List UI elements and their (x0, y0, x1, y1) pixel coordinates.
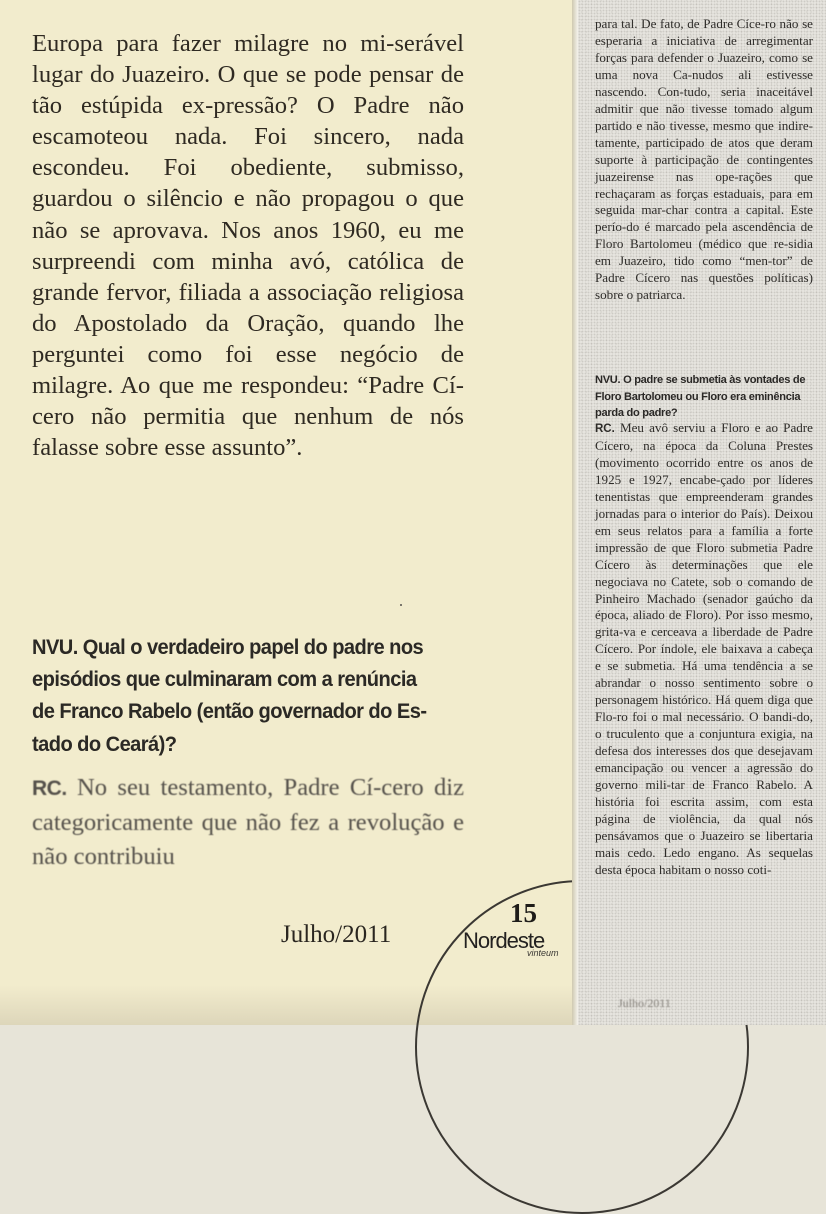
interview-question (32, 631, 436, 760)
page-number: 15 (510, 898, 537, 928)
magazine-logo-sub: vinteum (527, 948, 559, 958)
right-column-answer (595, 420, 813, 879)
interview-answer (32, 771, 464, 874)
right-footer-date: Julho/2011 (618, 996, 671, 1010)
magazine-logo: Nordeste (463, 928, 545, 953)
right-answer-text: Meu avô serviu a Floro e ao Padre Cícero, na época da Coluna Prestes (movimento ocorrido entre os anos de 1925 e 1927, encabe-çado por líderes tenentistas que empreenderam grandes jornadas para o interior do País). Deixou em seus relatos para a família a forte impressão de que Floro submetia Padre Cícero às determinações que ele negociava no Catete, sob o comando de Pinheiro Machado (senador gaúcho da época, aliado de Floro). Por isso mesmo, grita-va e cerceava a liberdade de Padre Cícero. Por índole, ele baixava a cabeça e se submetia. Há uma tendência a se abrandar o nosso sentimento sobre o personagem histórico. Há quem diga que Flo-ro foi o mal necessário. O bandi-do, o truculento que a conjuntura exigia, na defesa dos interesses dos que desejavam emancipação ou vencer a agressão do governo mili-tar de Franco Rabelo. A história foi escrita assim, com esta página de violência, da qual nós pensávamos que o Juazeiro se libertaria mais cedo. Ledo engano. As sequelas desta época habitam o nosso coti- (595, 420, 813, 877)
answer-text: No seu testamento, Padre Cí-cero diz categoricamente que não fez a revolução e não contribuiu (32, 774, 465, 870)
right-column-paragraph: para tal. De fato, de Padre Cíce-ro não se esperaria a iniciativa de arregimentar forças para defender o Juazeiro, como se uma nova Ca-nudos ali estivesse nascendo. Con-tudo, seria inaceitável admitir que não tivesse tomado algum partido e não tivesse, mesmo que indire-tamente, participado de atos que deram suporte à participação de contingentes juazeirense nas ope-rações que rechaçaram as forças estaduais, para em seguida mar-char contra a capital. Este perío-do é marcado pela ascendência de Floro Bartolomeu (médico que re-sidia em Juazeiro, tido como “men-tor” de Padre Cícero nas questões políticas) sobre o patriarca. (595, 16, 813, 303)
ink-speck (400, 604, 402, 606)
question-text: Qual o verdadeiro papel do padre nos episódios que culminaram com a renúncia de Franco Rabelo (então governador do Es-tado do Ceará)? (32, 634, 427, 756)
body-paragraph: Europa para fazer milagre no mi-serável lugar do Juazeiro. O que se pode pensar de tão estúpida ex-pressão? O Padre não escamoteou nada. Foi sincero, nada escondeu. Foi obediente, submisso, guardou o silêncio e não propagou o que não se aprovava. Nos anos 1960, eu me surpreendi com minha avó, católica de grande fervor, filiada a associação religiosa do Apostolado da Oração, quando lhe perguntei como foi esse negócio de milagre. Ao que me respondeu: “Padre Cí-cero não permitia que nenhum de nós falasse sobre esse assunto”. (32, 30, 464, 462)
answer-tag: RC. (32, 777, 67, 800)
question-tag: NVU. (32, 634, 78, 659)
footer-date: Julho/2011 (281, 921, 392, 948)
right-column-question: NVU. O padre se submetia às vontades de Floro Bartolomeu ou Floro era eminência parda do padre? (595, 374, 806, 420)
right-answer-tag: RC. (595, 423, 615, 435)
